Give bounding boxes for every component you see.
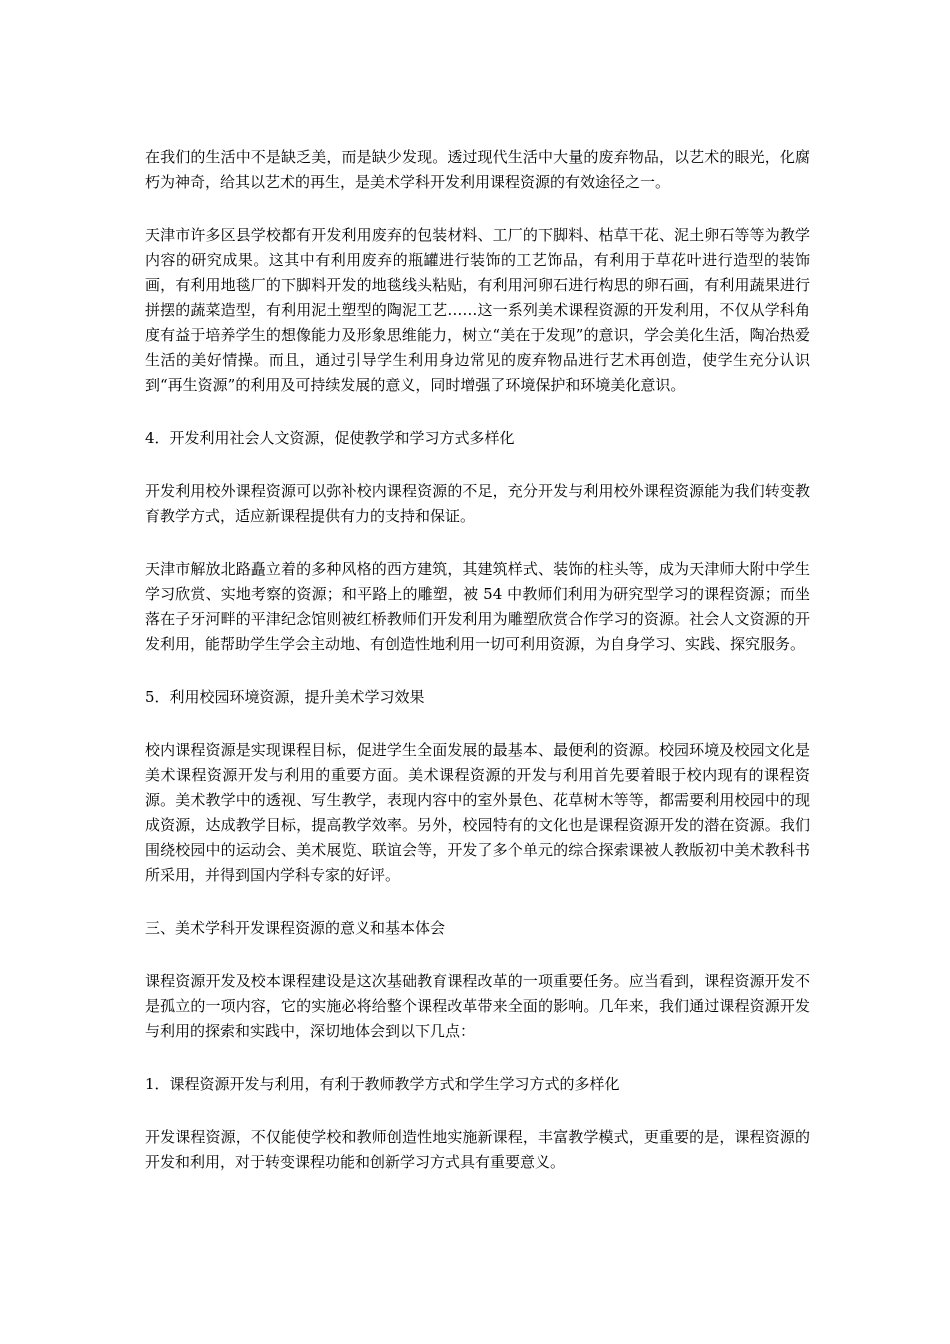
paragraph-external-resources: 开发利用校外课程资源可以弥补校内课程资源的不足，充分开发与利用校外课程资源能为我们转变教育教学方式，适应新课程提供有力的支持和保证。 <box>145 482 810 525</box>
section-heading-1: 1．课程资源开发与利用，有利于教师教学方式和学生学习方式的多样化 <box>145 1075 620 1093</box>
paragraph-tianjin-architecture: 天津市解放北路矗立着的多种风格的西方建筑，其建筑样式、装饰的柱头等，成为天津师大附中学生学习欣赏、实地考察的资源；和平路上的雕塑，被 54 中教师们利用为研究型学习的课程资源；而坐落在子牙河畔的平津纪念馆则被红桥教师们开发利用为雕塑欣赏合作学习的资源。社会人文资源的开发利用，能帮助学生学会主动地、有创造性地利用一切可利用资源，为自身学习、实践、探究服务。 <box>145 560 810 653</box>
paragraph-intro: 在我们的生活中不是缺乏美，而是缺少发现。透过现代生活中大量的废弃物品，以艺术的眼光，化腐朽为神奇，给其以艺术的再生，是美术学科开发利用课程资源的有效途径之一。 <box>145 148 810 191</box>
section-heading-5: 5．利用校园环境资源，提升美术学习效果 <box>145 688 425 706</box>
section-heading-3: 三、美术学科开发课程资源的意义和基本体会 <box>145 919 446 937</box>
section-heading-4: 4．开发利用社会人文资源，促使教学和学习方式多样化 <box>145 429 515 447</box>
paragraph-teaching-methods: 开发课程资源，不仅能使学校和教师创造性地实施新课程，丰富教学模式，更重要的是，课程资源的开发和利用，对于转变课程功能和创新学习方式具有重要意义。 <box>145 1128 810 1171</box>
paragraph-curriculum-reform: 课程资源开发及校本课程建设是这次基础教育课程改革的一项重要任务。应当看到，课程资源开发不是孤立的一项内容，它的实施必将给整个课程改革带来全面的影响。几年来，我们通过课程资源开发与利用的探索和实践中，深切地体会到以下几点： <box>145 972 810 1040</box>
paragraph-tianjin-waste-materials: 天津市许多区县学校都有开发利用废弃的包装材料、工厂的下脚料、枯草干花、泥土卵石等等为教学内容的研究成果。这其中有利用废弃的瓶罐进行装饰的工艺饰品，有利用于草花叶进行造型的装饰画，有利用地毯厂的下脚料开发的地毯线头粘贴，有利用河卵石进行构思的卵石画，有利用蔬果进行拼摆的蔬菜造型，有利用泥土塑型的陶泥工艺……这一系列美术课程资源的开发利用，不仅从学科角度有益于培养学生的想像能力及形象思维能力，树立“美在于发现”的意识，学会美化生活，陶冶热爱生活的美好情操。而且，通过引导学生利用身边常见的废弃物品进行艺术再创造，使学生充分认识到“再生资源”的利用及可持续发展的意义，同时增强了环境保护和环境美化意识。 <box>145 226 810 394</box>
paragraph-campus-resources: 校内课程资源是实现课程目标，促进学生全面发展的最基本、最便利的资源。校园环境及校园文化是美术课程资源开发与利用的重要方面。美术课程资源的开发与利用首先要着眼于校内现有的课程资源。美术教学中的透视、写生教学，表现内容中的室外景色、花草树木等等，都需要利用校园中的现成资源，达成教学目标，提高教学效率。另外，校园特有的文化也是课程资源开发的潜在资源。我们围绕校园中的运动会、美术展览、联谊会等，开发了多个单元的综合探索课被人教版初中美术教科书所采用，并得到国内学科专家的好评。 <box>145 741 810 884</box>
document-page <box>145 145 810 1203</box>
